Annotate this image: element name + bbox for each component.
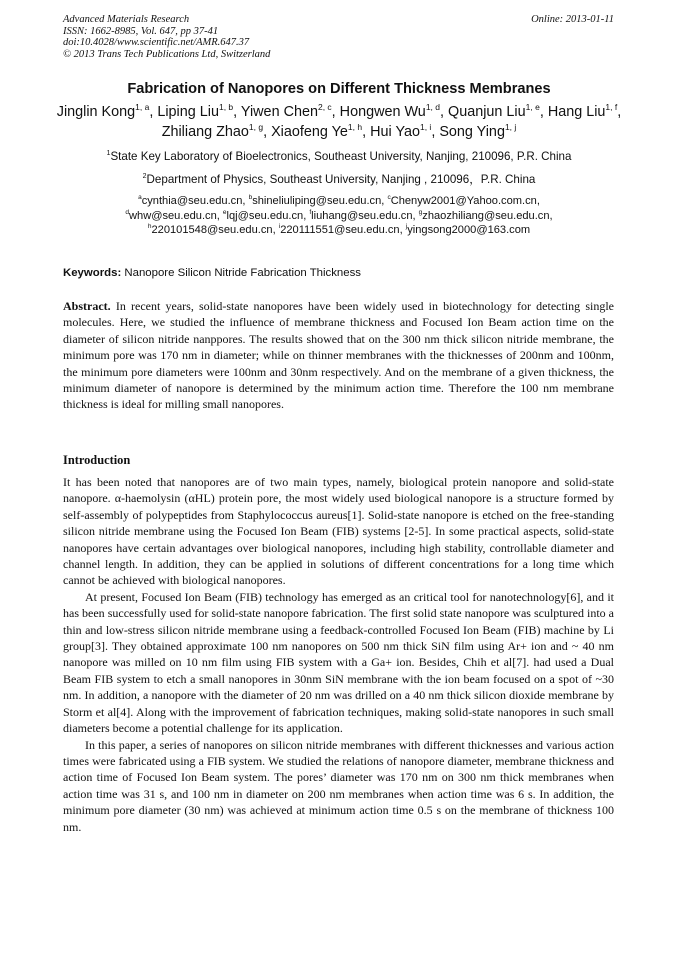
author bbox=[241, 104, 332, 120]
journal-doi: doi:10.4028/www.scientific.net/AMR.647.37 bbox=[63, 37, 250, 48]
email bbox=[419, 210, 550, 222]
email-sup: h bbox=[147, 223, 152, 230]
email-address: cynthia@seu.edu.cn bbox=[141, 195, 243, 207]
paragraph: In this paper, a series of nanopores on silicon nitride membranes with different thicknesses and various action times were fabricated using a FIB system. We studied the relations of nanopore diameter, membrane thickness and action time of Focused Ion Beam system. The pores’ diameter was 170 nm on 300 nm thick membranes when action time was 31 s, and 100 nm in diameter on 200 nm membranes when action time was 6 s. In addition, the minimum pore diameter (30 nm) was achieved at minimum action time 0.5 s on the membrane of thickness 100 nm. bbox=[63, 737, 614, 834]
author-list: Jinglin Kong$^{1, a}$, Liping Liu$^{1, b}$, Yiwen Chen$^{2, c}$, Hongwen Wu$^{1, d}$, Quanjun Liu$^{1, e}$, Hang Liu$^{1, f}$, Zhiliang Zhao$^{1, g}$, Xiaofeng Ye$^{1, h}$, Hui Yao$^{1, i}$, Song Ying$^{1, j}$ bbox=[56, 102, 622, 140]
paragraph: At present, Focused Ion Beam (FIB) technology has emerged as an critical tool for nanotechnology[6], and it has been successfully used for solid-state nanopore fabrication. The first solid state nanopore was sculptured into a thin and low-stress silicon nitride membrane using a feedback-controlled Focused Ion Beam (FIB) machine by Li group[3]. They obtained approximate 100 nm nanopores on 500 nm thick SiN film using Ar+ ion and ~ 40 nm nanopore was milled on 10 nm film using FIB system with a Ga+ ion. Besides, Chih et al[7]. had used a Dual Beam FIB system to etch a small nanopores in 30nm SiN membrane with the ion beam focused on a spot of ~30 nm. In addition, a nanopore with the diameter of 20 nm was drilled on a 40 nm thick silicon dioxide membrane by Storm et al[4]. Along with the improvement of fabrication techniques, making solid-state nanopores in such small diameters become a potential challenge for its application. bbox=[63, 589, 614, 736]
email-address: zhaozhiliang@seu.edu.cn bbox=[422, 209, 550, 222]
email-sup: i bbox=[278, 223, 281, 230]
author-sup: 1, f bbox=[605, 102, 618, 112]
affiliation-text: State Key Laboratory of Bioelectronics, Southeast University, Nanjing, 210096, P.R. China bbox=[110, 150, 572, 163]
email bbox=[125, 210, 216, 222]
author bbox=[340, 104, 440, 120]
author-name: Hui Yao bbox=[370, 124, 420, 140]
author bbox=[448, 104, 540, 120]
author-sup: 1, i bbox=[419, 122, 432, 132]
author-name: Hongwen Wu bbox=[339, 104, 426, 120]
author-sup: 1, h bbox=[347, 122, 363, 132]
email-sup: c bbox=[387, 194, 391, 201]
introduction-body bbox=[63, 474, 614, 835]
email bbox=[138, 195, 242, 207]
paragraph: It has been noted that nanopores are of two main types, namely, biological protein nanopore and solid-state nanopore. α-haemolysin (αHL) protein pore, the most widely used biological nanopore is a structure formed by self-assembly of polypeptides from Staphylococcus aureus[1]. Solid-state nanopore is etched on the free-standing silicon nitride membrane using the Focused Ion Beam (FIB) systems [2-5]. In some practical aspects, solid-state nanopores have certain advantages over biological nanopores, including high stability, controllable diameter and channel length. In addition, they can be applied in solutions of different concentrations for a long time which cannot be achieved with biological nanopores. bbox=[63, 475, 614, 588]
email-address: shineliuliping@seu.edu.cn bbox=[252, 195, 382, 207]
affiliation-text: Department of Physics, Southeast University, Nanjing , 210096，P.R. China bbox=[146, 173, 536, 186]
email-address: yingsong2000@163.com bbox=[407, 224, 531, 236]
email-address: lqj@seu.edu.cn bbox=[226, 209, 304, 222]
affiliation-sup: 2 bbox=[142, 173, 147, 180]
email-sup: j bbox=[405, 223, 408, 230]
author-sup: 1, j bbox=[504, 122, 517, 132]
email-sup: a bbox=[138, 194, 142, 201]
affiliation bbox=[0, 150, 678, 164]
email-block bbox=[0, 194, 678, 238]
keywords-text: Nanopore Silicon Nitride Fabrication Thickness bbox=[124, 267, 361, 279]
email-sup: f bbox=[309, 208, 312, 216]
author bbox=[439, 124, 516, 140]
author-name: Yiwen Chen bbox=[240, 104, 318, 120]
email-line: $^d$whw@seu.edu.cn, $^e$lqj@seu.edu.cn, $^f$liuhang@seu.edu.cn, $^g$zhaozhiliang@seu.edu.cn, bbox=[125, 208, 553, 222]
author-sup: 1, b bbox=[218, 102, 234, 112]
email bbox=[223, 210, 303, 222]
author bbox=[57, 104, 150, 120]
author-name: Hang Liu bbox=[547, 104, 606, 120]
email bbox=[309, 210, 412, 222]
email-sup: d bbox=[125, 208, 130, 216]
email-line: $^h$220101548@seu.edu.cn, $^i$220111551@seu.edu.cn, $^j$yingsong2000@163.com bbox=[147, 223, 531, 236]
email-sup: g bbox=[418, 208, 423, 216]
email-address: 220111551@seu.edu.cn bbox=[280, 224, 400, 236]
email-address: liuhang@seu.edu.cn bbox=[311, 209, 413, 222]
section-heading-introduction: Introduction bbox=[63, 453, 131, 467]
email-address: Chenyw2001@Yahoo.com.cn bbox=[390, 195, 537, 207]
author-name: Jinglin Kong bbox=[56, 104, 136, 120]
email-address: 220101548@seu.edu.cn bbox=[151, 224, 273, 236]
author bbox=[162, 124, 263, 140]
email bbox=[249, 195, 382, 207]
journal-name: Advanced Materials Research bbox=[63, 14, 190, 25]
journal-copyright: © 2013 Trans Tech Publications Ltd, Switzerland bbox=[63, 48, 271, 60]
affiliation bbox=[0, 173, 678, 187]
abstract-label: Abstract. bbox=[63, 299, 111, 313]
author bbox=[548, 104, 617, 120]
email-line: $^a$cynthia@seu.edu.cn, $^b$shineliuliping@seu.edu.cn, $^c$Chenyw2001@Yahoo.com.cn, bbox=[138, 194, 540, 207]
keywords bbox=[63, 266, 361, 280]
author bbox=[157, 104, 233, 120]
email bbox=[279, 224, 400, 236]
keywords-label: Keywords: bbox=[63, 267, 122, 279]
author-name: Song Ying bbox=[439, 124, 505, 140]
affiliation-sup: 1 bbox=[106, 150, 111, 157]
author-name: Quanjun Liu bbox=[448, 104, 526, 120]
author-sup: 1, a bbox=[135, 102, 150, 112]
author-name: Zhiliang Zhao bbox=[161, 124, 249, 140]
author-name: Xiaofeng Ye bbox=[271, 124, 348, 140]
online-date: Online: 2013-01-11 bbox=[531, 14, 614, 25]
abstract bbox=[63, 298, 614, 413]
journal-issn: ISSN: 1662-8985, Vol. 647, pp 37-41 bbox=[63, 25, 219, 37]
author-name: Liping Liu bbox=[157, 104, 219, 120]
email-address: whw@seu.edu.cn bbox=[129, 209, 217, 222]
email bbox=[148, 224, 273, 236]
email-sup: b bbox=[248, 194, 253, 201]
author-sup: 2, c bbox=[317, 102, 332, 112]
abstract-text: In recent years, solid-state nanopores have been widely used in biotechnology for detecting single molecules. Here, we studied the influence of membrane thickness and Focused Ion Beam action time on the diameter of silicon nitride nanppores. The results showed that on the 300 nm thick silicon nitride membrane, the minimum pore was 170 nm in diameter; while on thinner membranes with the thicknesses of 200nm and 100nm, the minimum pore diameters were 100nm and 30nm respectively. And on the membrane of a given thickness, the minimum diameter of nanopore is determined by the minimum action time. Therefore the 100 nm membrane thickness is ideal for milling small nanopores. bbox=[63, 299, 615, 412]
author bbox=[271, 124, 362, 140]
author bbox=[370, 124, 431, 140]
journal-header bbox=[63, 14, 270, 60]
author-sup: 1, e bbox=[525, 102, 540, 112]
email bbox=[387, 195, 536, 207]
paper-title: Fabrication of Nanopores on Different Thickness Membranes bbox=[127, 81, 551, 97]
email-sup: e bbox=[222, 208, 227, 216]
author-sup: 1, d bbox=[425, 102, 440, 112]
email bbox=[406, 224, 530, 236]
author-sup: 1, g bbox=[248, 122, 264, 132]
